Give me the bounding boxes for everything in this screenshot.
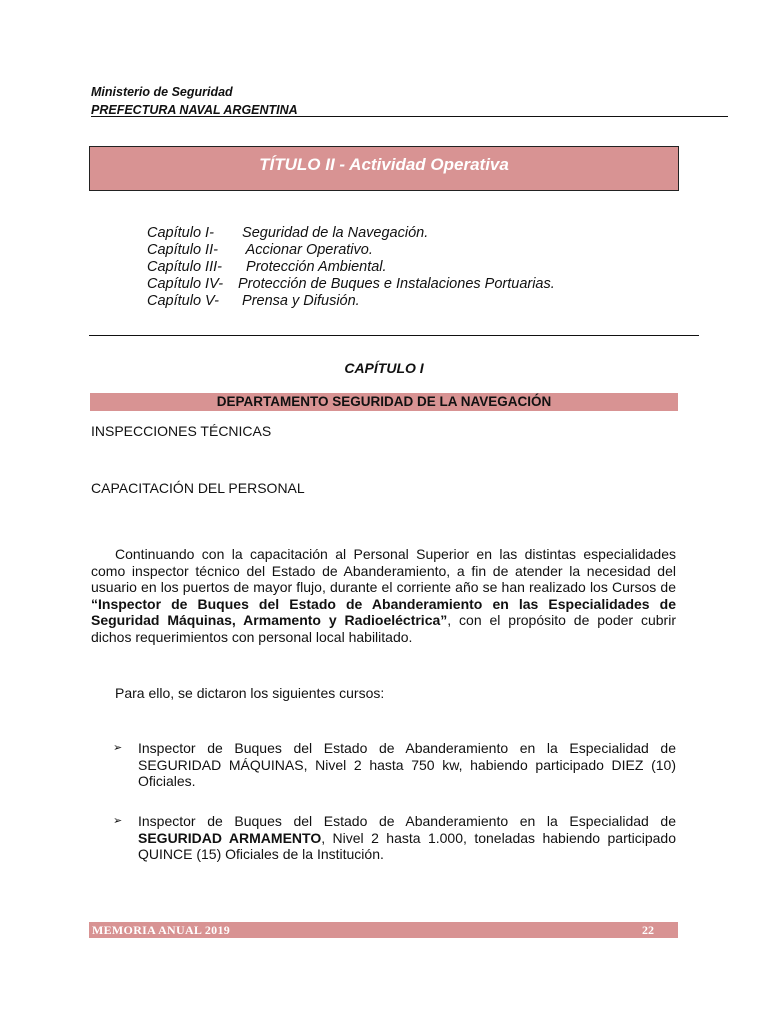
- chapter-heading: CAPÍTULO I: [344, 360, 424, 376]
- toc-item-label: Accionar Operativo.: [238, 242, 373, 258]
- toc-item-label: Protección Ambiental.: [238, 259, 387, 275]
- toc-item-number: Capítulo V-: [147, 293, 219, 309]
- chapter-index: [147, 225, 555, 310]
- page-title: TÍTULO II - Actividad Operativa: [259, 155, 509, 174]
- footer-title: MEMORIA ANUAL 2019: [92, 923, 231, 937]
- section-heading-inspecciones: INSPECCIONES TÉCNICAS: [91, 423, 272, 439]
- toc-item-label: Prensa y Difusión.: [238, 293, 360, 309]
- bullet-text: Inspector de Buques del Estado de Abanderamiento en la Especialidad de: [138, 813, 676, 829]
- paragraph-intro: Continuando con la capacitación al Personal Superior en las distintas especialidades como inspector técnico del Estado de Abanderamiento, a fin de atender la necesidad del usuario en los puertos de mayor flujo, durante el corriente año se han realizado los Cursos de: [91, 546, 676, 596]
- toc-item: [147, 225, 555, 242]
- toc-item-label: Seguridad de la Navegación.: [238, 225, 429, 241]
- toc-item: [147, 276, 555, 293]
- bullet-bold: SEGURIDAD ARMAMENTO: [138, 829, 322, 846]
- ministry-header: Ministerio de Seguridad: [91, 85, 233, 99]
- toc-item: [147, 293, 555, 310]
- footer-bar: [89, 922, 678, 938]
- section-heading-capacitacion: CAPACITACIÓN DEL PERSONAL: [91, 480, 305, 496]
- toc-item-number: Capítulo I-: [147, 225, 214, 241]
- toc-item-number: Capítulo II-: [147, 242, 218, 258]
- department-heading: DEPARTAMENTO SEGURIDAD DE LA NAVEGACIÓN: [216, 394, 552, 409]
- toc-item-label: Protección de Buques e Instalaciones Portuarias.: [238, 276, 555, 292]
- bullet-text: Inspector de Buques del Estado de Abanderamiento en la Especialidad de SEGURIDAD MÁQUINAS, Nivel 2 hasta 750 kw, habiendo participado DIEZ (10) Oficiales.: [138, 740, 676, 790]
- toc-item: [147, 259, 555, 276]
- section-divider: [89, 335, 699, 336]
- body-paragraph: [91, 546, 676, 646]
- list-item: [113, 813, 676, 863]
- page-number: 22: [642, 923, 654, 937]
- toc-item: [147, 242, 555, 259]
- list-item: [113, 740, 676, 790]
- arrow-bullet-icon: ➢: [113, 815, 123, 827]
- paragraph-course-name: “Inspector de Buques del Estado de Abanderamiento en las Especialidades de Seguridad Máquinas, Armamento y Radioeléctrica”: [91, 595, 676, 629]
- department-bar: [90, 393, 678, 411]
- toc-item-number: Capítulo IV-: [147, 276, 224, 292]
- bullet-text-end: , Nivel 2 hasta 1.000, toneladas habiendo participado QUINCE (15) Oficiales de la Institución.: [138, 829, 677, 863]
- paragraph-rest: , con el propósito de poder cubrir dichos requerimientos con personal local habilitado.: [91, 612, 676, 645]
- toc-item-number: Capítulo III-: [147, 259, 222, 275]
- courses-lead: Para ello, se dictaron los siguientes cursos:: [115, 685, 385, 701]
- arrow-bullet-icon: ➢: [113, 742, 123, 754]
- header-divider: [91, 116, 728, 117]
- prefectura-header: PREFECTURA NAVAL ARGENTINA: [91, 103, 298, 117]
- title-box: [89, 146, 679, 191]
